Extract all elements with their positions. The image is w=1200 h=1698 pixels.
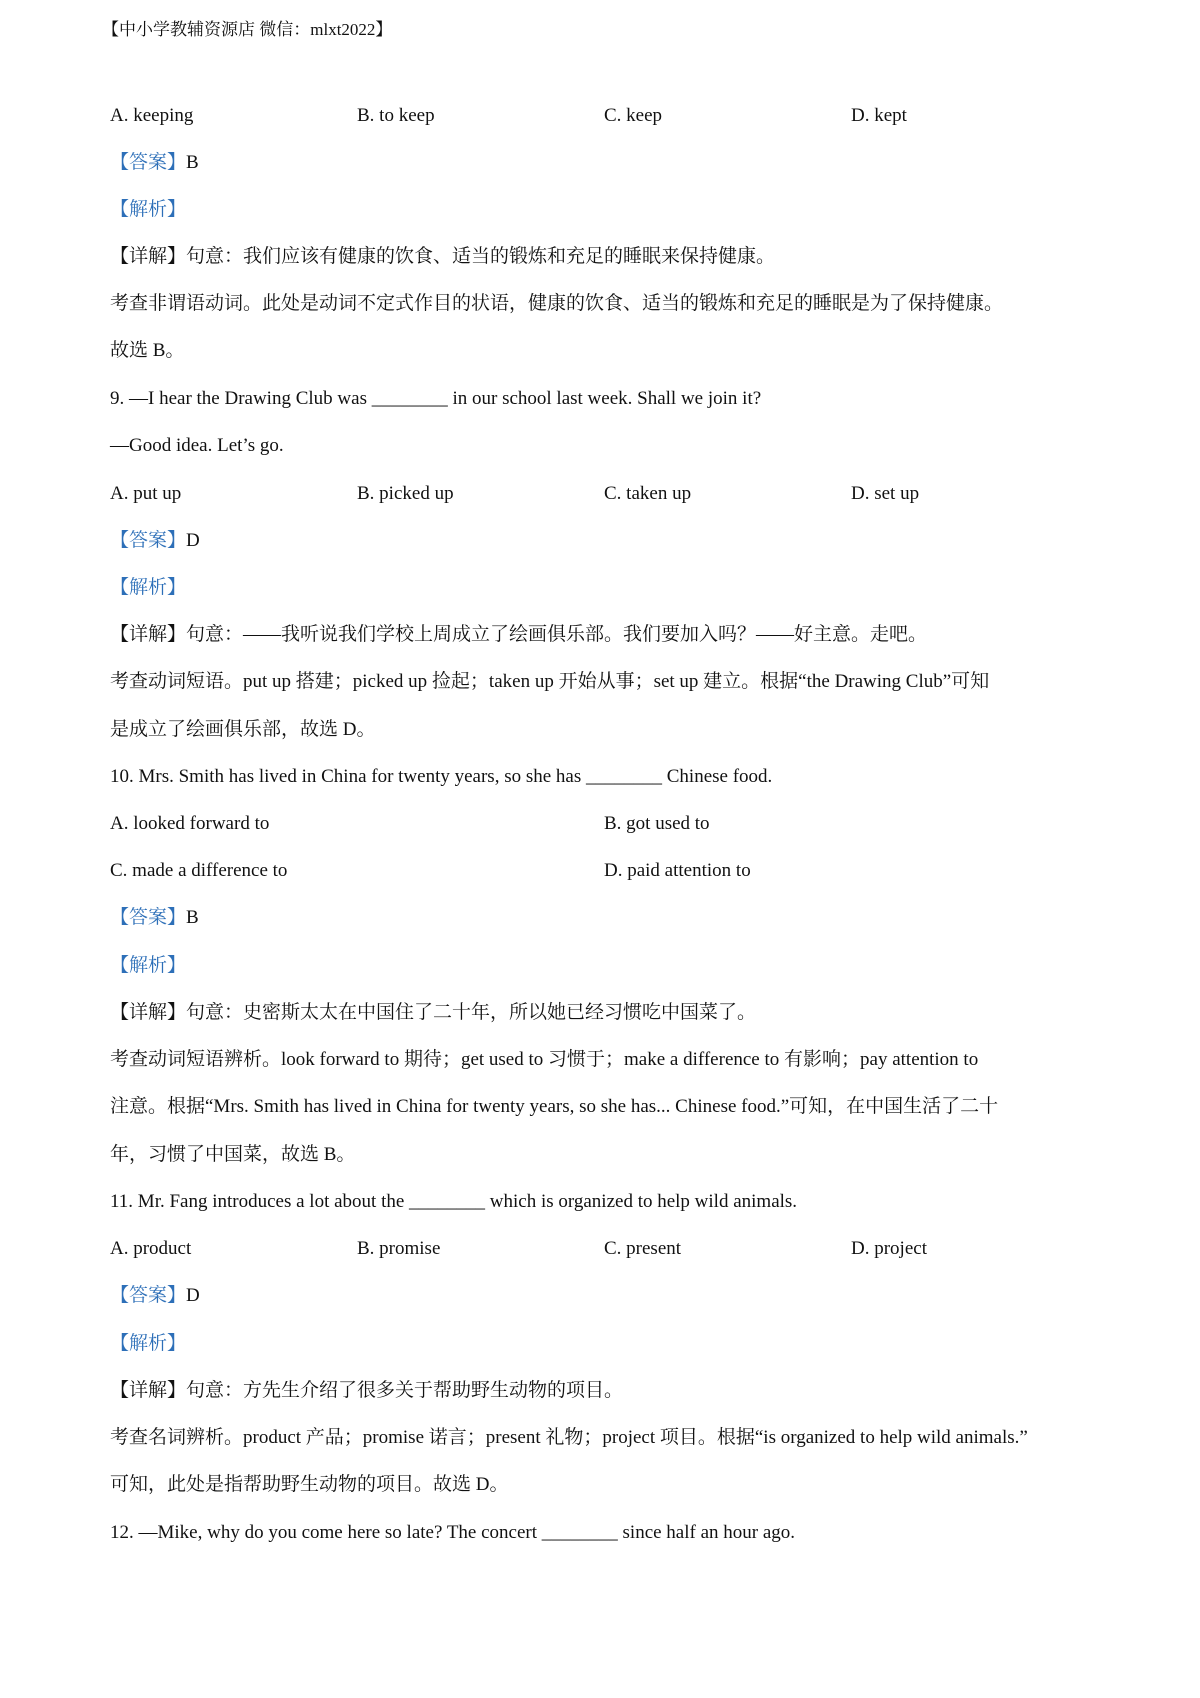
q11-detail-line1	[110, 1378, 623, 1404]
detail-text: 句意：方先生介绍了很多关于帮助野生动物的项目。	[186, 1380, 624, 1401]
q9-detail-line2: 考查动词短语。put up 搭建；picked up 捡起；taken up 开始从事；set up 建立。根据“the Drawing Club”可知	[110, 671, 990, 692]
detail-text: 句意：史密斯太太在中国住了二十年，所以她已经习惯吃中国菜了。	[186, 1002, 757, 1023]
q8-option-d: D. kept	[851, 105, 907, 126]
q10-detail-line4: 年，习惯了中国菜，故选 B。	[110, 1144, 356, 1165]
q9-answer	[110, 528, 200, 554]
q10-stem-line1: 10. Mrs. Smith has lived in China for twenty years, so she has ________ Chinese food.	[110, 766, 773, 787]
q10-detail-line1	[110, 1000, 756, 1026]
q11-detail-line3: 可知，此处是指帮助野生动物的项目。故选 D。	[110, 1474, 509, 1495]
q11-analysis-tag: 【解析】	[110, 1333, 187, 1354]
q11-option-c: C. present	[604, 1238, 682, 1259]
q11-stem-line1: 11. Mr. Fang introduces a lot about the ________ which is organized to help wild animals.	[110, 1191, 798, 1212]
answer-tag: 【答案】	[110, 152, 187, 173]
detail-tag: 【详解】	[110, 1380, 187, 1401]
q10-analysis-tag: 【解析】	[110, 955, 187, 976]
q12-stem-line1: 12. —Mike, why do you come here so late? The concert ________ since half an hour ago.	[110, 1522, 796, 1543]
answer-value: B	[186, 152, 199, 173]
q9-stem-line1: 9. —I hear the Drawing Club was ________ in our school last week. Shall we join it?	[110, 388, 762, 409]
q8-detail-line2: 考查非谓语动词。此处是动词不定式作目的状语，健康的饮食、适当的锻炼和充足的睡眠是为了保持健康。	[110, 293, 1004, 314]
q8-analysis-tag: 【解析】	[110, 199, 187, 220]
q8-option-b: B. to keep	[357, 105, 435, 126]
answer-value: D	[186, 1285, 200, 1306]
q8-answer	[110, 150, 199, 176]
q9-stem-line2: —Good idea. Let’s go.	[110, 435, 284, 456]
q8-detail-line1	[110, 244, 775, 270]
q10-option-c: C. made a difference to	[110, 860, 288, 881]
answer-tag: 【答案】	[110, 1285, 187, 1306]
q9-option-d: D. set up	[851, 483, 920, 504]
q8-option-a: A. keeping	[110, 105, 194, 126]
q11-detail-line2: 考查名词辨析。product 产品；promise 诺言；present 礼物；project 项目。根据“is organized to help wild animals.”	[110, 1427, 1028, 1448]
answer-value: D	[186, 530, 200, 551]
q10-detail-line3: 注意。根据“Mrs. Smith has lived in China for twenty years, so she has... Chinese food.”可知，在中国生活了二十	[110, 1096, 999, 1117]
q9-analysis-tag: 【解析】	[110, 577, 187, 598]
q10-option-b: B. got used to	[604, 813, 710, 834]
q10-detail-line2: 考查动词短语辨析。look forward to 期待；get used to 习惯于；make a difference to 有影响；pay attention to	[110, 1049, 979, 1070]
detail-text: 句意：——我听说我们学校上周成立了绘画俱乐部。我们要加入吗？——好主意。走吧。	[186, 624, 928, 645]
q9-option-b: B. picked up	[357, 483, 454, 504]
q9-option-a: A. put up	[110, 483, 182, 504]
q9-detail-line3: 是成立了绘画俱乐部，故选 D。	[110, 719, 376, 740]
answer-tag: 【答案】	[110, 907, 187, 928]
q11-option-b: B. promise	[357, 1238, 441, 1259]
q10-option-d: D. paid attention to	[604, 860, 751, 881]
q9-option-c: C. taken up	[604, 483, 692, 504]
q10-answer	[110, 905, 199, 931]
detail-tag: 【详解】	[110, 1002, 187, 1023]
q11-option-a: A. product	[110, 1238, 192, 1259]
answer-tag: 【答案】	[110, 530, 187, 551]
page-header-watermark: 【中小学教辅资源店 微信：mlxt2022】	[102, 20, 393, 39]
q9-detail-line1	[110, 622, 927, 648]
answer-value: B	[186, 907, 199, 928]
detail-tag: 【详解】	[110, 624, 187, 645]
q11-answer	[110, 1283, 200, 1309]
q10-option-a: A. looked forward to	[110, 813, 270, 834]
q8-detail-line3: 故选 B。	[110, 340, 185, 361]
detail-tag: 【详解】	[110, 246, 187, 267]
detail-text: 句意：我们应该有健康的饮食、适当的锻炼和充足的睡眠来保持健康。	[186, 246, 776, 267]
q11-option-d: D. project	[851, 1238, 927, 1259]
q8-option-c: C. keep	[604, 105, 663, 126]
